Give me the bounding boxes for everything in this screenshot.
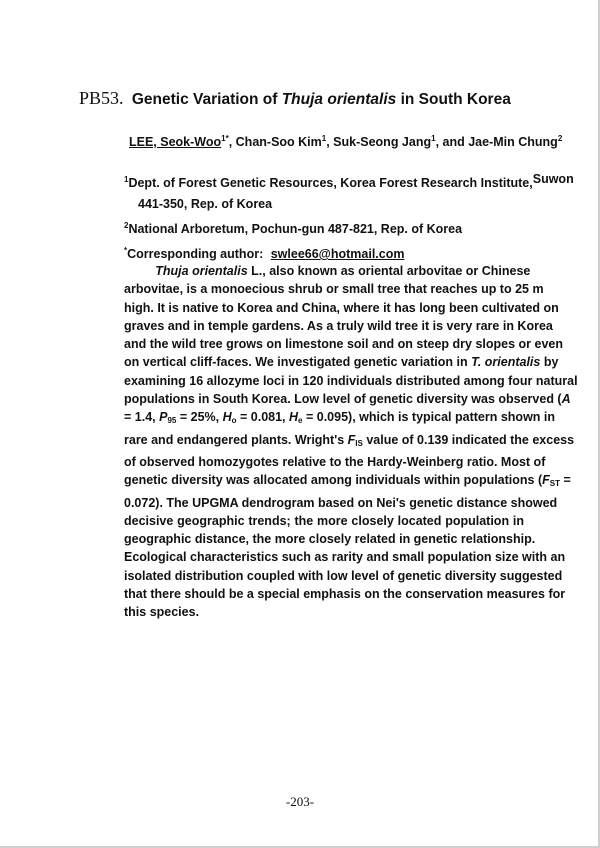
abstract-line-10-b: value of 0.139 indicated the excess: [366, 432, 575, 447]
title-prefix: Genetic Variation of: [131, 91, 278, 108]
abstract-line-3: high. It is native to Korea and China, where it has long been cultivated on: [124, 300, 559, 315]
abstract-species-2: T. orientalis: [471, 355, 541, 370]
abstract-line-17: isolated distribution coupled with low level of genetic diversity suggested: [124, 568, 563, 583]
abstract-line-15: geographic distance, the more closely related in genetic relationship.: [124, 532, 536, 547]
title-species: Thuja orientalis: [281, 91, 397, 108]
abstract-line-9-a: = 1.4,: [124, 410, 156, 425]
abstract-line-18: that there should be a special emphasis on the conservation measures for: [124, 587, 566, 602]
symbol-A: A: [561, 392, 571, 407]
symbol-Fis-sub: IS: [355, 438, 363, 448]
abstract-line-9: [124, 408, 556, 430]
page-number: -203-: [285, 794, 315, 809]
symbol-He: H: [289, 410, 299, 425]
abstract-line-1-text: L., also known as oriental arbovitae or Chinese: [251, 264, 531, 278]
and-word: and: [442, 135, 465, 149]
symbol-He-sub: e: [298, 416, 303, 426]
abstract-line-6-b: by: [543, 355, 559, 370]
author-4-sup: 2: [557, 134, 563, 143]
author-3: Suk-Seong Jang: [333, 135, 432, 149]
abstract-species-1: Thuja orientalis: [155, 264, 248, 278]
abstract-line-16: Ecological characteristics such as rarity and small population size with an: [124, 550, 566, 565]
abstract-line-9-b: = 25%,: [179, 410, 220, 425]
corr-email-link[interactable]: swlee66@hotmail.com: [270, 247, 405, 261]
abstract-line-4: graves and in temple gardens. As a truly wild tree it is very rare in Korea: [124, 318, 553, 333]
abstract-line-12-a: genetic diversity was allocated among individuals within populations (: [124, 473, 543, 488]
paper-title: [79, 88, 511, 109]
aff1-sup: 1: [124, 175, 129, 184]
title-suffix: in South Korea: [400, 91, 511, 108]
poster-code: PB53.: [79, 88, 124, 108]
corr-sup: *: [124, 246, 128, 255]
affiliation-2: [124, 215, 524, 240]
abstract-line-6-a: on vertical cliff-faces. We investigated genetic variation in: [124, 355, 468, 370]
author-4: Jae-Min Chung: [468, 135, 558, 149]
affiliation-1-line-1: [124, 169, 574, 194]
abstract-line-9-d: = 0.095), which is typical pattern shown in: [305, 410, 556, 425]
abstract-line-11: of observed homozygotes relative to the Hardy-Weinberg ratio. Most of: [124, 454, 546, 469]
symbol-P: P: [159, 410, 168, 425]
symbol-Ho-sub: o: [231, 416, 237, 426]
symbol-Fis: F: [347, 432, 356, 447]
abstract-line-9-c: = 0.081,: [240, 410, 286, 425]
author-2-sup: 1: [321, 134, 327, 143]
abstract-line-12: [124, 471, 571, 493]
aff1-text-a: Dept. of Forest Genetic Resources, Korea Forest Research Institute,: [128, 176, 533, 190]
symbol-P-sub: 95: [167, 416, 177, 426]
first-author-sup: 1*: [221, 134, 229, 143]
symbol-Fst-sub: ST: [549, 479, 561, 489]
symbol-Ho: H: [222, 410, 232, 425]
aff2-text: National Arboretum, Pochun-gun 487-821, Rep. of Korea: [128, 222, 463, 236]
abstract-line-19: this species.: [124, 605, 200, 620]
abstract-line-10: [124, 431, 575, 453]
aff2-sup: 2: [124, 221, 129, 230]
abstract-line-12-b: =: [563, 473, 571, 488]
author-list: LEE, Seok-Woo$^{1*}$, Chan-Soo Kim$^1$, Suk-Seong Jang$^1$, and Jae-Min Chung$^2$: [129, 134, 563, 149]
abstract-line-5: and the wild tree grows on limestone soil and on steep dry slopes or even: [124, 337, 563, 352]
abstract-line-8: [124, 390, 571, 408]
abstract-body: [124, 262, 578, 622]
corr-label: Corresponding author:: [127, 247, 264, 261]
affiliation-1-line-2: 441-350, Rep. of Korea: [138, 197, 273, 211]
abstract-line-6: [124, 353, 559, 371]
abstract-line-10-a: rare and endangered plants. Wright's: [124, 432, 345, 447]
author-2: Chan-Soo Kim: [235, 135, 322, 149]
abstract-line-14: decisive geographic trends; the more closely located population in: [124, 513, 524, 528]
author-3-sup: 1: [431, 134, 436, 143]
abstract-line-13: 0.072). The UPGMA dendrogram based on Nei's genetic distance showed: [124, 495, 558, 510]
aff1-text-b: Suwon: [532, 172, 574, 186]
abstract-line-7: examining 16 allozyme loci in 120 individuals distributed among four natural: [124, 373, 578, 388]
first-author: LEE, Seok-Woo: [129, 135, 222, 149]
abstract-line-8-a: populations in South Korea. Low level of genetic diversity was observed (: [124, 392, 562, 407]
abstract-line-2: arbovitae, is a monoecious shrub or small tree that reaches up to 25 m: [124, 282, 544, 297]
affiliations: [124, 169, 574, 265]
abstract-line-1: [124, 262, 531, 280]
symbol-Fst: F: [542, 473, 550, 488]
